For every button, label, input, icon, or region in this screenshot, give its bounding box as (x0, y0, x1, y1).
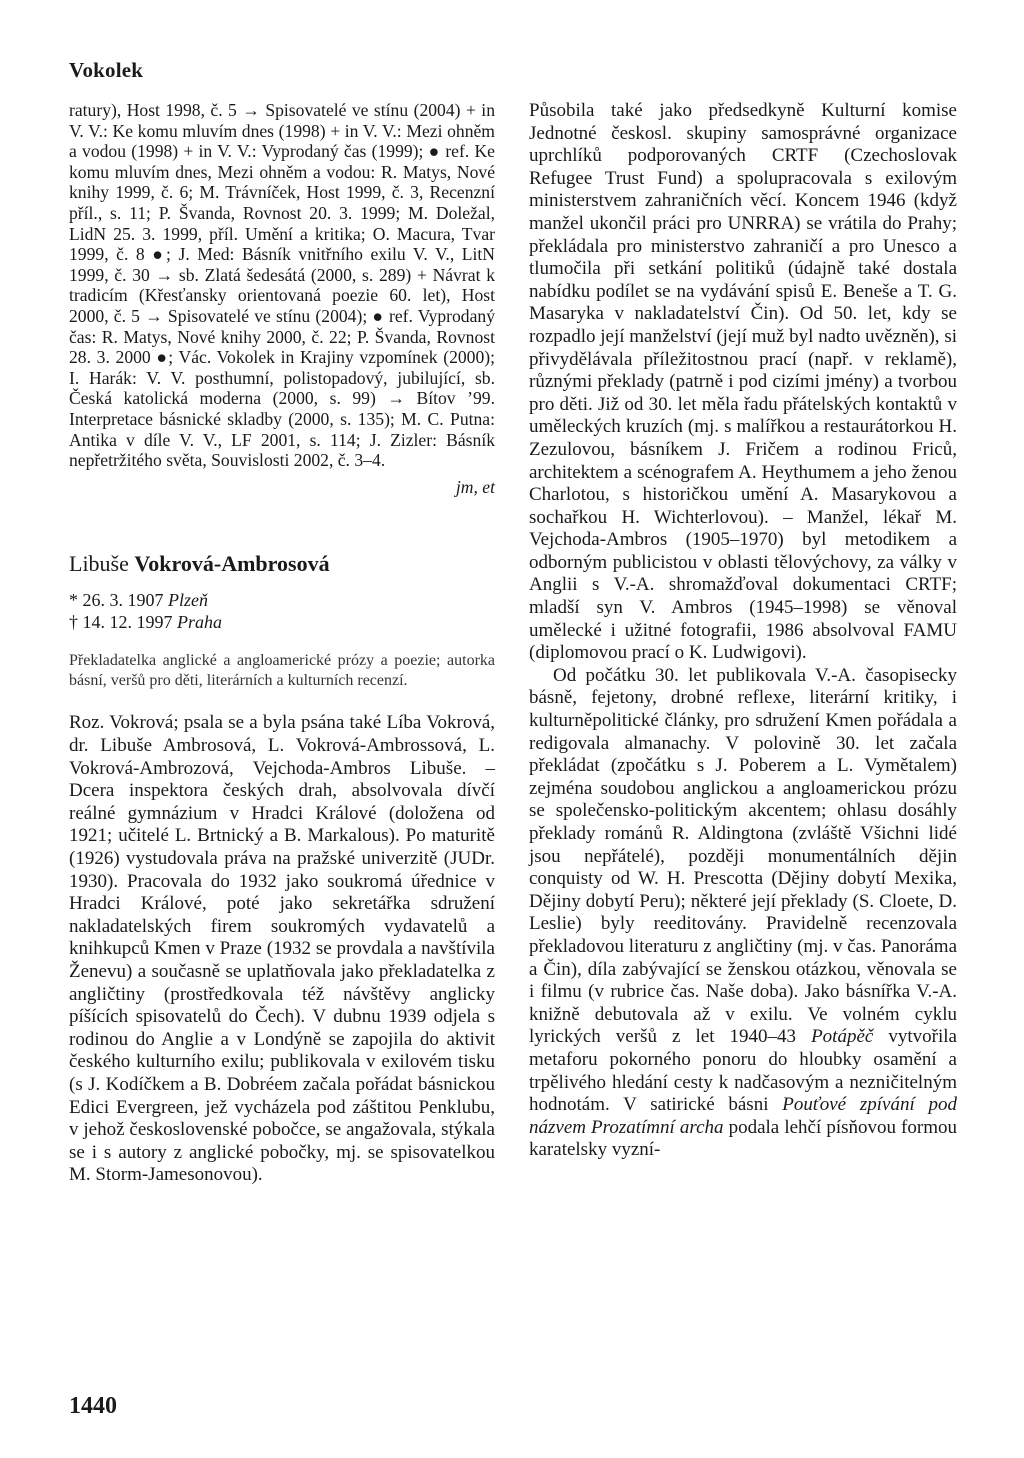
paragraph-2-text-a: Od počátku 30. let publikovala V.-A. časopisecky básně, fejetony, drobné reflexe, literární kritiky, i kulturněpolitické články, pro sdružení Kmen pořádala a redigovala almanachy. V polovině 30. let začala překládat (zpočátku s J. Poberem a L. Vymětalem) zejména soudobou anglickou a angloamerickou prózu se společensko-politickým akcentem; ohlasu dosáhly překlady románů R. Aldingtona (zvláště Všichni lidé jsou nepřátelé), později monumentálních dějin conquisty od W. H. Prescotta (Dějiny dobytí Mexika, Dějiny dobytí Peru); některé její překlady (S. Cloete, D. Leslie) byly reeditovány. Pravidelně recenzovala překladovou literaturu z angličtiny (mj. v čas. Panoráma a Čin), díla zabývající se ženskou otázkou, věnovala se i filmu (v rubrice čas. Naše doba). Jako básnířka V.-A. knižně debutovala až v exilu. Ve volném cyklu lyrických veršů z let 1940–43 (529, 664, 957, 1048)
entry-abstract: Překladatelka anglické a angloamerické prózy a poezie; autorka básní, veršů pro děti, literárních a kulturních recenzí. (69, 652, 495, 689)
paragraph-2-text-c: podala lehčí písňovou formou karatelsky vyzní- (529, 1116, 957, 1161)
entry-given-name: Libuše (69, 551, 129, 577)
death-place: Praha (177, 612, 222, 633)
birth-place: Plzeň (168, 590, 208, 611)
paragraph-2-text-b: vytvořila metaforu pokorného ponoru do hloubky osamění a trpělivého hledání cesty k nadčasovým a nezničitelným hodnotám. V satirické básni (529, 1026, 957, 1116)
entry-dates (69, 589, 495, 633)
body-paragraph-1-continued: Působila také jako předsedkyně Kulturní komise Jednotné českosl. skupiny samosprávné organizace uprchlíků podporovaných CRTF (Czechoslovak Refugee Trust Fund) a spolupracovala s exilovým ministerstvem zahraničních věcí. Koncem 1946 (když manžel ukončil práci pro UNRRA) se vrátila do Prahy; překládala pro ministerstvo zahraničí a pro Unesco a tlumočila při setkání politiků (údajně také dostala nabídku podílet se na vydávání spisů E. Beneše a T. G. Masaryka v nakladatelství Čin). Od 50. let, kdy se rozpadlo její manželství (její muž byl nadto uvězněn), si přivydělávala příležitostnou prací (např. v reklamě), různými překlady (patrně i pod cizími jmény) a tvorbou pro děti. Již od 30. let měla řadu přátelských kontaktů v uměleckých kruzích (mj. s malířkou a restaurátorkou H. Zezulovou, básníkem J. Fričem a rodinou Friců, architektem a scénografem A. Heythumem a jeho ženou Charlotou, s historičkou umění A. Masarykovou a sochařkou H. Wichterlovou). – Manžel, lékař M. Vejchoda-Ambros (1905–1970) byl metodikem a odborným publicistou v oblasti tělovýchovy, za války v Anglii s V.-A. shromažďoval dokumentaci CRTF; mladší syn V. Ambros (1945–1998) se věnoval umělecké i užitné fotografii, 1986 absolvoval FAMU (diplomovou prací o K. Ludwigovi). (529, 100, 957, 664)
birth-date: * 26. 3. 1907 (69, 590, 164, 611)
death-date: † 14. 12. 1997 (69, 612, 173, 633)
running-head: Vokolek (69, 58, 144, 82)
left-column (69, 100, 495, 1187)
entry-authors: jm, et (455, 476, 495, 497)
entry-surname: Vokrová-Ambrosová (134, 551, 330, 577)
entry-heading (69, 551, 495, 577)
body-paragraph-1: Roz. Vokrová; psala se a byla psána také Líba Vokrová, dr. Libuše Ambrosová, L. Vokrová-Ambrossová, L. Vokrová-Ambrozová, Vejchoda-Ambros Libuše. – Dcera inspektora českých drah, absolvovala dívčí reálné gymnázium v Hradci Králové (doložena od 1921; učitelé L. Brtnický a B. Markalous). Po maturitě (1926) vystudovala práva na pražské univerzitě (JUDr. 1930). Pracovala do 1932 jako soukromá úřednice v Hradci Králové, poté jako sekretářka sdružení nakladatelských firem soukromých vydavatelů a knihkupců Kmen v Praze (1932 se provdala a navštívila Ženevu) a současně se uplatňovala jako překladatelka z angličtiny (prostředkovala též návštěvy anglicky píšících spisovatelů do Čech). V dubnu 1939 odjela s rodinou do Anglie a v Londýně se zapojila do aktivit českého kulturního exilu; publikovala v exilovém tisku (s J. Kodíčkem a B. Dobréem začala pořádat básnickou Edici Evergreen, jež vycházela pod záštitou Penklubu, v jehož československé pobočce, se angažovala, stýkala se i s autory z anglické pobočky, mj. se spisovatelkou M. Storm-Jamesonovou). (69, 712, 495, 1186)
body-paragraph-2 (529, 665, 957, 1162)
page-number: 1440 (69, 1393, 117, 1419)
previous-entry-references: ratury), Host 1998, č. 5 → Spisovatelé ve stínu (2004) + in V. V.: Ke komu mluvím dnes (1998) + in V. V.: Mezi ohněm a vodou (1998) + in V. V.: Vyprodaný čas (1999); ● ref. Ke komu mluvím dnes, Mezi ohněm a vodou: R. Matys, Nové knihy 1999, č. 6; M. Trávníček, Host 1999, č. 3, Recenzní příl., s. 11; P. Švanda, Rovnost 20. 3. 1999; M. Doležal, LidN 25. 3. 1999, příl. Umění a kritika; O. Macura, Tvar 1999, č. 8 ●; J. Med: Básník vnitřního exilu V. V., LitN 1999, č. 30 → sb. Zlatá šedesátá (2000, s. 289) + Návrat k tradicím (Křesťansky orientovaná poezie 60. let), Host 2000, č. 5 → Spisovatelé ve stínu (2004); ● ref. Vyprodaný čas: R. Matys, Nové knihy 2000, č. 22; P. Švanda, Rovnost 28. 3. 2000 ●; Vác. Vokolek in Krajiny vzpomínek (2000); I. Harák: V. V. posthumní, polistopadový, jubilující, sb. Česká katolická moderna (2000, s. 99) → Bítov ’99. Interpretace básnické skladby (2000, s. 135); M. C. Putna: Antika v díle V. V., LF 2001, s. 114; J. Zizler: Básník nepřetržitého světa, Souvislosti 2002, č. 3–4. (69, 100, 495, 471)
birth-line (69, 589, 495, 611)
right-column (529, 100, 957, 1162)
work-title-potapec: Potápěč (811, 1026, 874, 1048)
work-title-poutove-zpivani: Pouťové zpívání pod názvem Prozatímní archa (529, 1094, 957, 1138)
death-line (69, 611, 495, 633)
